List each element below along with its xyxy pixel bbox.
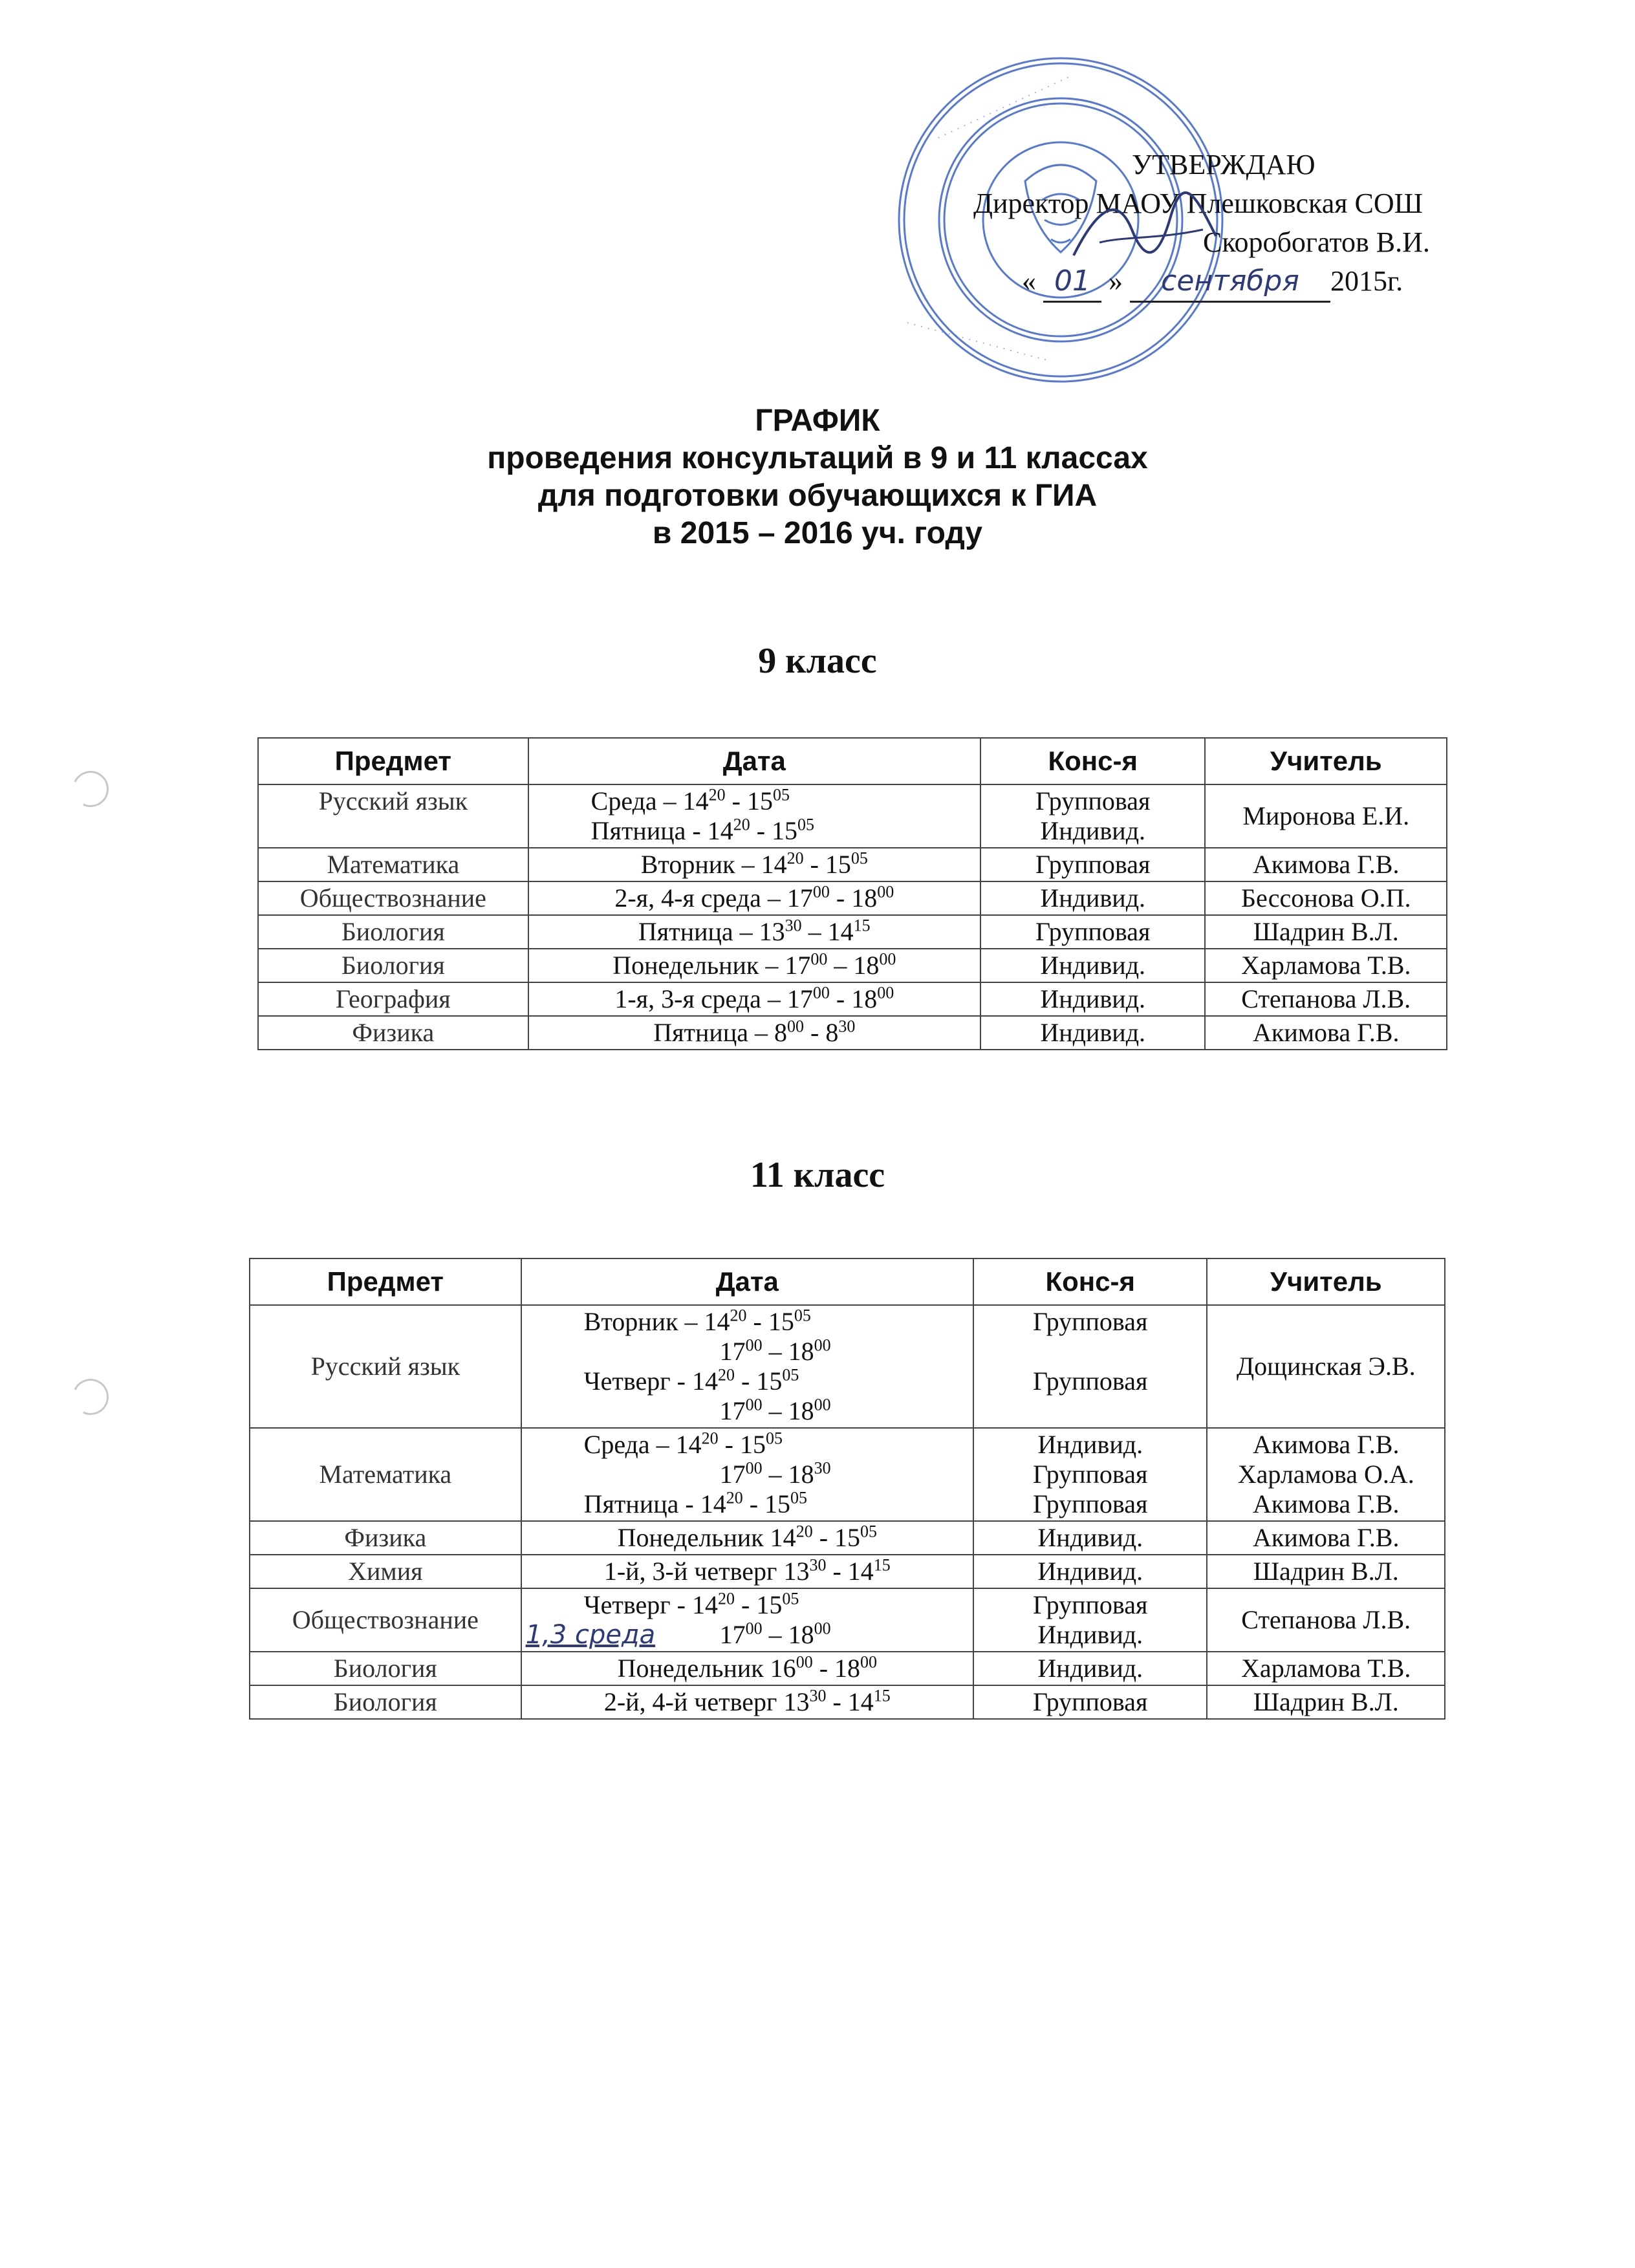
table-row [250,1588,1445,1652]
date-line: 1-я, 3-я среда – $17^{00} - 18^{00}$ [614,983,894,1013]
date-line: 2-й, 4-й четверг $13^{30} - 14^{15}$ [603,1686,891,1716]
title-line-4: в 2015 – 2016 уч. году [652,516,983,550]
cell-teacher [1205,915,1447,949]
teacher-line: Миронова Е.И. [1242,801,1410,830]
type-line: Индивид. [1037,1430,1143,1459]
teacher-line: Шадрин В.Л. [1253,917,1399,946]
date-line: $17^{00} - 18^{00}$ [719,1335,831,1366]
cell-date [528,982,980,1016]
date-open-quote: « [1022,265,1036,297]
signature [1061,191,1229,268]
teacher-line: Акимова Г.В. [1253,1489,1400,1518]
cell-type [973,1685,1207,1719]
teacher-line: Степанова Л.В. [1241,1605,1411,1634]
date-line: Четверг - $14^{20} - 15^{05}$ [583,1589,799,1619]
header-teacher: Учитель [1207,1258,1445,1305]
date-line: Пятница - $14^{20} - 15^{05}$ [590,815,815,845]
cell-date [521,1555,973,1588]
cell-subject: Физика [250,1521,521,1555]
title-line-2: проведения консультаций в 9 и 11 классах [487,441,1148,475]
handwritten-note: 1,3 среда [525,1620,656,1650]
teacher-line: Акимова Г.В. [1253,1523,1400,1552]
table-header-row [250,1258,1445,1305]
cell-teacher [1207,1521,1445,1555]
header-type: Конс-я [980,738,1206,784]
date-line: Четверг - $14^{20} - 15^{05}$ [583,1365,799,1396]
class9-table [257,737,1447,1050]
cell-subject: Математика [258,848,528,881]
table-row [250,1521,1445,1555]
date-line: Пятница – $13^{30} - 14^{15}$ [638,916,871,946]
table-row [258,784,1447,848]
type-line: Групповая [1033,1366,1148,1396]
cell-teacher [1207,1555,1445,1588]
date-line: Понедельник $16^{00} - 18^{00}$ [617,1652,878,1683]
cell-date [528,915,980,949]
type-line [978,1337,1202,1366]
cell-type [980,848,1206,881]
cell-type [980,784,1206,848]
cell-type [980,1016,1206,1050]
cell-date [528,949,980,982]
cell-subject: Химия [250,1555,521,1588]
date-line: 2-я, 4-я среда – $17^{00} - 18^{00}$ [614,882,894,913]
cell-date [528,848,980,881]
class9-heading: 9 класс [758,641,877,681]
teacher-line: Акимова Г.В. [1253,1430,1400,1459]
type-line: Групповая [1033,1460,1148,1489]
cell-teacher [1207,1305,1445,1428]
class11-heading: 11 класс [750,1155,885,1195]
date-line: Вторник – $14^{20} - 15^{05}$ [583,1306,811,1336]
date-month: сентября [1130,262,1330,303]
type-line: Групповая [1033,1590,1148,1619]
teacher-line: Акимова Г.В. [1253,850,1400,879]
table-row [258,848,1447,881]
table-row [258,881,1447,915]
cell-type [980,915,1206,949]
cell-type [973,1305,1207,1428]
type-line: Групповая [1035,786,1151,815]
cell-subject: Обществознание [250,1588,521,1652]
date-line: Пятница – $8^{00} - 8^{30}$ [653,1017,856,1047]
type-line: Групповая [1035,850,1151,879]
type-line: Групповая [1035,917,1151,946]
cell-subject: Математика [250,1428,521,1521]
approval-name: Скоробогатов В.И. [1203,226,1430,258]
date-line: $17^{00} - 18^{30}$ [719,1458,831,1489]
cell-date [521,1588,973,1652]
date-line: 1-й, 3-й четверг $13^{30} - 14^{15}$ [603,1555,891,1586]
cell-teacher [1205,982,1447,1016]
cell-teacher [1207,1652,1445,1685]
header-subject: Предмет [250,1258,521,1305]
cell-teacher [1205,1016,1447,1050]
cell-teacher [1207,1588,1445,1652]
teacher-line: Шадрин В.Л. [1253,1557,1399,1586]
table-row [250,1428,1445,1521]
table-row [250,1305,1445,1428]
header-subject: Предмет [258,738,528,784]
date-line: Понедельник – $17^{00} - 18^{00}$ [612,949,896,980]
table-row [250,1652,1445,1685]
punch-hole-bottom [67,1374,114,1420]
type-line: Индивид. [1040,816,1146,845]
approval-title: УТВЕРЖДАЮ [1132,149,1316,180]
date-day: 01 [1043,262,1101,303]
cell-type [973,1588,1207,1652]
teacher-line: Шадрин В.Л. [1253,1687,1399,1716]
date-year: 2015г. [1330,265,1403,297]
cell-subject: Русский язык [258,784,528,848]
type-line: Индивид. [1040,1018,1146,1047]
table-row [258,915,1447,949]
class11-table [249,1258,1446,1720]
date-line: 1,3 среда $17^{00} - 18^{00}$ [525,1619,831,1650]
teacher-line: Харламова Т.В. [1241,951,1411,980]
document-title [0,402,1635,552]
header-teacher: Учитель [1205,738,1447,784]
date-close-quote: » [1109,265,1123,297]
approval-block [931,146,1513,303]
table-header-row [258,738,1447,784]
teacher-line: Бессонова О.П. [1240,883,1411,913]
punch-hole-top [67,766,114,812]
type-line: Индивид. [1037,1523,1143,1552]
table-row [258,1016,1447,1050]
cell-type [980,949,1206,982]
date-line: $17^{00} - 18^{00}$ [719,1395,831,1425]
type-line: Индивид. [1040,984,1146,1013]
cell-date [521,1685,973,1719]
type-line: Групповая [1033,1489,1148,1518]
svg-text:· · · · · · · · · · · · · · ·: · · · · · · · · · · · · · · · · · · · · · [904,315,1049,366]
title-line-3: для подготовки обучающихся к ГИА [537,479,1098,513]
title-line-1: ГРАФИК [755,404,880,438]
cell-subject: География [258,982,528,1016]
cell-subject: Биология [250,1685,521,1719]
cell-subject: Обществознание [258,881,528,915]
approval-position: Директор МАОУ Плешковская СОШ [973,188,1424,219]
cell-date [528,881,980,915]
cell-subject: Биология [250,1652,521,1685]
type-line: Индивид. [1040,883,1146,913]
cell-date [521,1305,973,1428]
cell-teacher [1205,848,1447,881]
cell-date [528,784,980,848]
table-row [258,982,1447,1016]
date-line: Понедельник $14^{20} - 15^{05}$ [617,1522,878,1552]
date-line: Среда – $14^{20} - 15^{05}$ [583,1429,783,1459]
type-line: Индивид. [1040,951,1146,980]
type-line: Групповая [1033,1687,1148,1716]
cell-teacher [1207,1428,1445,1521]
cell-type [973,1521,1207,1555]
cell-teacher [1205,784,1447,848]
type-line: Индивид. [1037,1557,1143,1586]
teacher-line: Харламова Т.В. [1241,1654,1411,1683]
teacher-line: Харламова О.А. [1237,1460,1414,1489]
svg-text:· · · · · · · · · · · · · · ·: · · · · · · · · · · · · · · · · · · · · · [934,70,1072,144]
cell-type [973,1652,1207,1685]
table-row [258,949,1447,982]
approval-date [931,262,1513,303]
type-line: Групповая [1033,1307,1148,1336]
date-line: Среда – $14^{20} - 15^{05}$ [590,785,790,815]
header-date: Дата [528,738,980,784]
table-row [250,1685,1445,1719]
cell-date [528,1016,980,1050]
type-line: Индивид. [1037,1620,1143,1649]
cell-type [973,1428,1207,1521]
table-row [250,1555,1445,1588]
cell-type [980,982,1206,1016]
header-type: Конс-я [973,1258,1207,1305]
header-date: Дата [521,1258,973,1305]
cell-type [980,881,1206,915]
cell-teacher [1205,881,1447,915]
date-line: Вторник – $14^{20} - 15^{05}$ [640,848,868,879]
cell-type [973,1555,1207,1588]
teacher-line: Степанова Л.В. [1241,984,1411,1013]
cell-subject: Физика [258,1016,528,1050]
teacher-line: Дощинская Э.В. [1236,1352,1416,1381]
cell-date [521,1428,973,1521]
cell-teacher [1205,949,1447,982]
type-line: Индивид. [1037,1654,1143,1683]
cell-date [521,1652,973,1685]
teacher-line: Акимова Г.В. [1253,1018,1400,1047]
cell-teacher [1207,1685,1445,1719]
cell-subject: Биология [258,915,528,949]
cell-subject: Русский язык [250,1305,521,1428]
cell-subject: Биология [258,949,528,982]
date-line: Пятница - $14^{20} - 15^{05}$ [583,1488,808,1518]
cell-date [521,1521,973,1555]
